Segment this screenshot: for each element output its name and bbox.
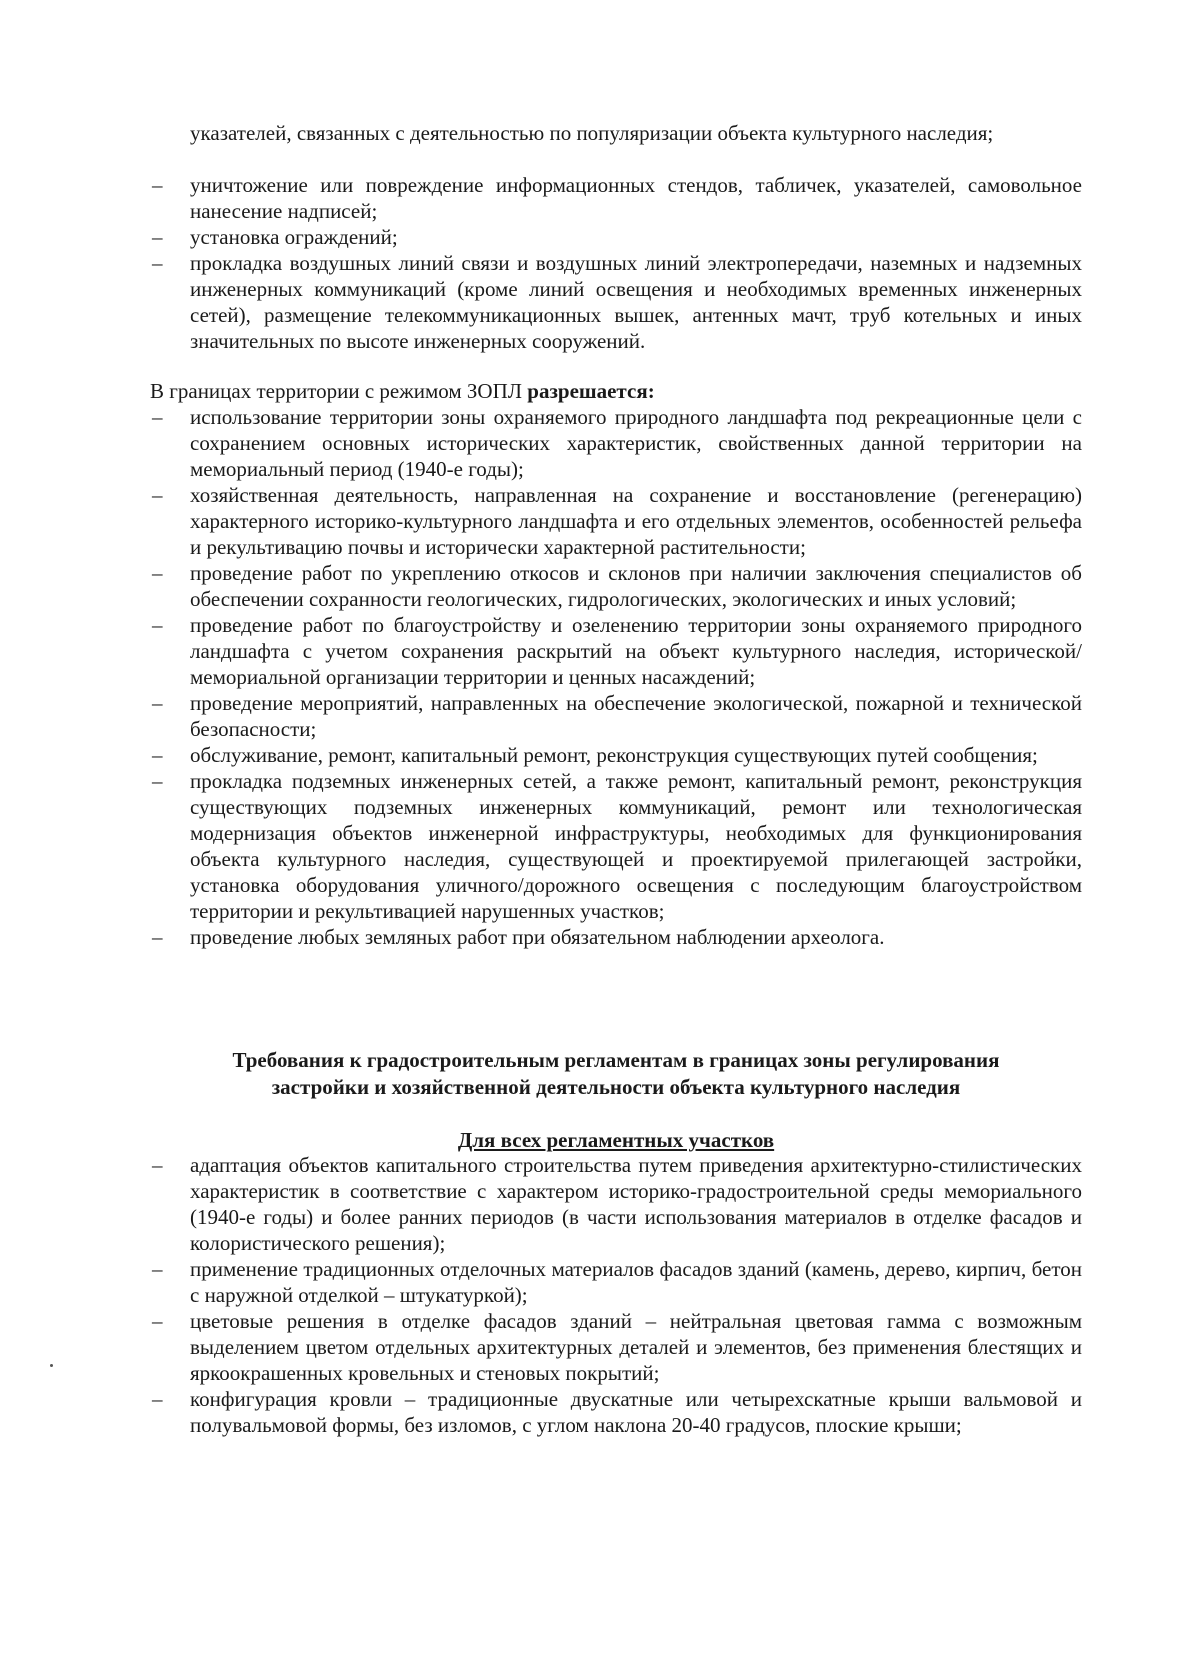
bullet-dash: –	[152, 613, 163, 637]
allowed-intro-text: В границах территории с режимом ЗОПЛ	[150, 379, 528, 403]
list-item-text: установка ограждений;	[190, 225, 398, 249]
list-item	[150, 404, 1082, 482]
bullet-dash: –	[152, 1309, 163, 1333]
list-item	[150, 612, 1082, 690]
bullet-dash: –	[152, 561, 163, 585]
list-item-text: проведение работ по укреплению откосов и склонов при наличии заключения специалистов об обеспечении сохранности геологических, гидрологических, экологических и иных условий;	[190, 561, 1082, 611]
bullet-dash: –	[152, 1257, 163, 1281]
list-item	[150, 250, 1082, 354]
list-item	[150, 224, 1082, 250]
list-item	[150, 768, 1082, 924]
list-item	[150, 742, 1082, 768]
list-item	[150, 1152, 1082, 1256]
scan-speck	[50, 1364, 53, 1367]
list-item	[150, 1308, 1082, 1386]
bullet-dash: –	[152, 1387, 163, 1411]
bullet-dash: –	[152, 173, 163, 197]
prohibited-list	[150, 172, 1082, 354]
bullet-dash: –	[152, 225, 163, 249]
continuation-block	[150, 120, 1082, 146]
allowed-list	[150, 404, 1082, 950]
list-item	[150, 1386, 1082, 1438]
list-item-text: проведение мероприятий, направленных на обеспечение экологической, пожарной и технической безопасности;	[190, 691, 1082, 741]
list-item-text: проведение работ по благоустройству и озеленению территории зоны охраняемого природного ландшафта с учетом сохранения раскрытий на объект культурного наследия, исторической/мемориальной организации территории и ценных насаждений;	[190, 613, 1082, 689]
list-item	[150, 924, 1082, 950]
list-item-text: конфигурация кровли – традиционные двускатные или четырехскатные крыши вальмовой и полувальмовой формы, без изломов, с углом наклона 20-40 градусов, плоские крыши;	[190, 1387, 1082, 1437]
allowed-intro-block	[150, 378, 1082, 404]
continuation-text: указателей, связанных с деятельностью по популяризации объекта культурного наследия;	[190, 121, 994, 145]
list-item	[150, 172, 1082, 224]
prohibited-bullets	[150, 172, 1082, 354]
section-heading-line1: Требования к градостроительным регламентам в границах зоны регулирования	[232, 1048, 1000, 1072]
section-heading-line2: застройки и хозяйственной деятельности объекта культурного наследия	[271, 1075, 961, 1099]
list-item-text: использование территории зоны охраняемого природного ландшафта под рекреационные цели с сохранением основных исторических характеристик, свойственных данной территории на мемориальный период (1940-е годы);	[190, 405, 1082, 481]
list-item-text: применение традиционных отделочных материалов фасадов зданий (камень, дерево, кирпич, бетон с наружной отделкой – штукатуркой);	[190, 1257, 1082, 1307]
list-item-text: уничтожение или повреждение информационных стендов, табличек, указателей, самовольное нанесение надписей;	[190, 173, 1082, 223]
list-item-text: проведение любых земляных работ при обязательном наблюдении археолога.	[190, 925, 885, 949]
bullet-dash: –	[152, 925, 163, 949]
bullet-dash: –	[152, 769, 163, 793]
list-item	[150, 1256, 1082, 1308]
bullet-dash: –	[152, 405, 163, 429]
allowed-intro-bold: разрешается:	[527, 379, 655, 403]
list-item	[150, 690, 1082, 742]
requirements-list	[150, 1152, 1082, 1438]
bullet-dash: –	[152, 483, 163, 507]
list-item-text: прокладка воздушных линий связи и воздушных линий электропередачи, наземных и надземных инженерных коммуникаций (кроме линий освещения и необходимых временных инженерных сетей), размещение телекоммуникационных вышек, антенных мачт, труб котельных и иных значительных по высоте инженерных сооружений.	[190, 251, 1082, 353]
list-item	[150, 560, 1082, 612]
list-item-text: прокладка подземных инженерных сетей, а также ремонт, капитальный ремонт, реконструкция существующих подземных инженерных коммуникаций, ремонт или технологическая модернизация объектов инженерной инфраструктуры, необходимых для функционирования объекта культурного наследия, существующей и проектируемой прилегающей застройки, установка оборудования уличного/дорожного освещения с последующим благоустройством территории и рекультивацией нарушенных участков;	[190, 769, 1082, 923]
requirements-bullets	[150, 1152, 1082, 1438]
list-item	[150, 482, 1082, 560]
list-item-text: хозяйственная деятельность, направленная на сохранение и восстановление (регенерацию) характерного историко-культурного ландшафта и его отдельных элементов, особенностей рельефа и рекультивацию почвы и исторически характерной растительности;	[190, 483, 1082, 559]
list-item-text: цветовые решения в отделке фасадов зданий – нейтральная цветовая гамма с возможным выделением цветом отдельных архитектурных деталей и элементов, без применения блестящих и яркоокрашенных кровельных и стеновых покрытий;	[190, 1309, 1082, 1385]
bullet-dash: –	[152, 743, 163, 767]
allowed-intro	[150, 378, 1082, 404]
list-item-text: обслуживание, ремонт, капитальный ремонт, реконструкция существующих путей сообщения;	[190, 743, 1038, 767]
bullet-dash: –	[152, 251, 163, 275]
allowed-bullets	[150, 404, 1082, 950]
bullet-dash: –	[152, 691, 163, 715]
list-item-text: адаптация объектов капитального строительства путем приведения архитектурно-стилистических характеристик в соответствие с характером историко-градостроительной среды мемориального (1940-е годы) и более ранних периодов (в части использования материалов в отделке фасадов и колористического решения);	[190, 1153, 1082, 1255]
subheading: Для всех регламентных участков	[457, 1128, 775, 1152]
bullet-dash: –	[152, 1153, 163, 1177]
